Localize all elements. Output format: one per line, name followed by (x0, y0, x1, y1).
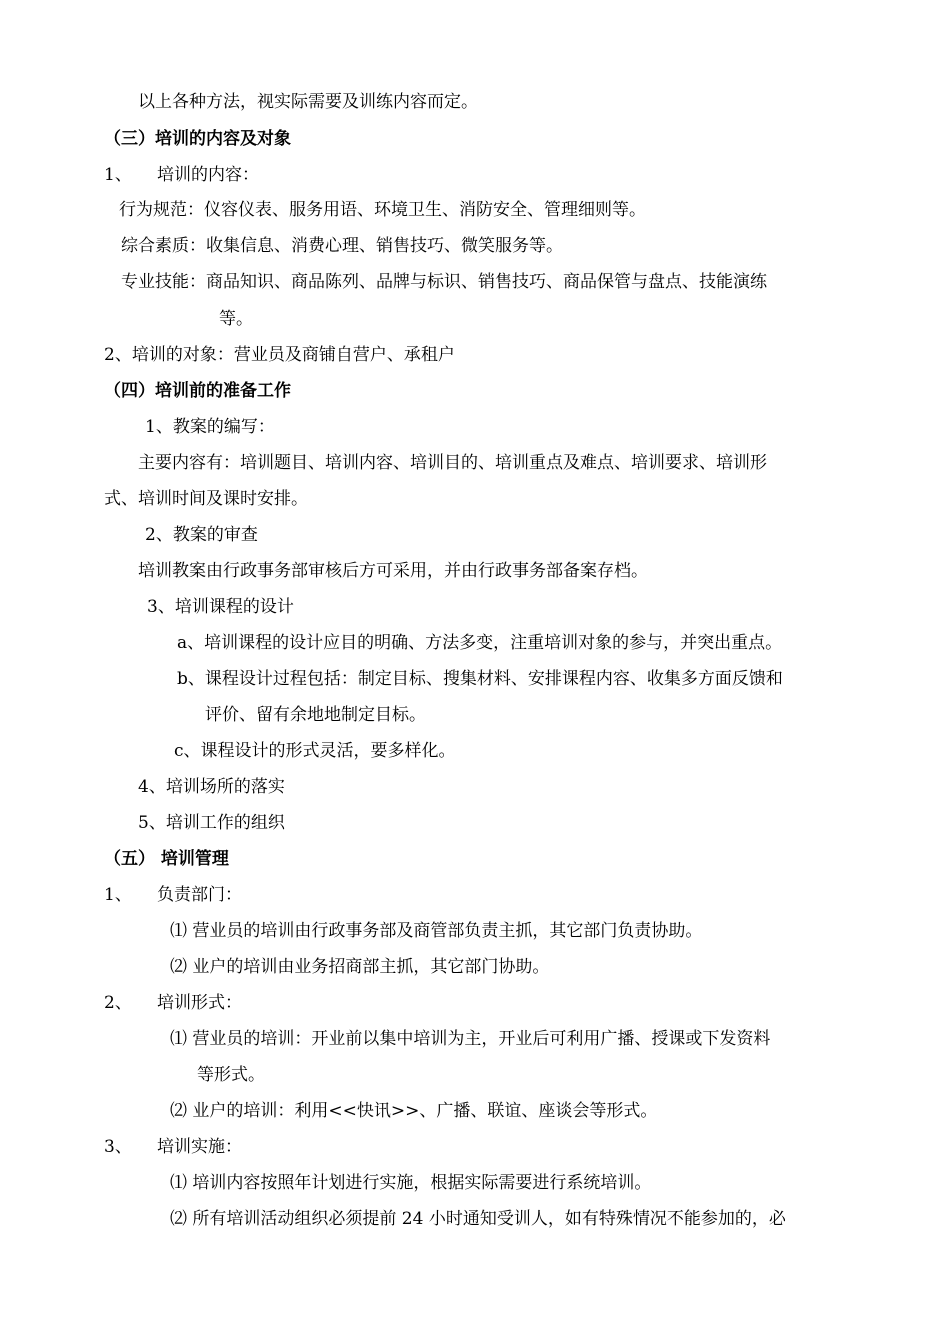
content-behavior-norms: 行为规范：仪容仪表、服务用语、环境卫生、消防安全、管理细则等。 (119, 200, 646, 220)
implementation-item-1: ⑴ 培训内容按照年计划进行实施，根据实际需要进行系统培训。 (170, 1173, 652, 1193)
prep-item-3-c: c、课程设计的形式灵活，要多样化。 (174, 741, 456, 761)
list-item-training-targets: 2、培训的对象：营业员及商铺自营户、承租户 (104, 345, 455, 365)
prep-item-1-text: 主要内容有：培训题目、培训内容、培训目的、培训重点及难点、培训要求、培训形 (138, 453, 767, 473)
list-item-training-implementation: 培训实施： (157, 1137, 242, 1157)
list-number-1: 1、 (104, 165, 132, 185)
content-overall-quality: 综合素质：收集信息、消费心理、销售技巧、微笑服务等。 (121, 236, 563, 256)
paragraph-methods-note: 以上各种方法，视实际需要及训练内容而定。 (138, 92, 478, 112)
training-form-item-1-cont: 等形式。 (197, 1065, 265, 1085)
section-heading-5: （五） 培训管理 (104, 849, 229, 869)
prep-item-5: 5、培训工作的组织 (138, 813, 285, 833)
prep-item-3-b-cont: 评价、留有余地地制定目标。 (205, 705, 426, 725)
list-item-training-form: 培训形式： (157, 993, 242, 1013)
responsible-dept-item-2: ⑵ 业户的培训由业务招商部主抓，其它部门协助。 (170, 957, 550, 977)
prep-item-2: 2、教案的审查 (145, 525, 258, 545)
training-form-item-2: ⑵ 业户的培训：利用<<快讯>>、广播、联谊、座谈会等形式。 (170, 1101, 658, 1121)
list-number-1: 1、 (104, 885, 132, 905)
prep-item-3: 3、培训课程的设计 (147, 597, 294, 617)
prep-item-3-b: b、课程设计过程包括：制定目标、搜集材料、安排课程内容、收集多方面反馈和 (177, 669, 783, 689)
implementation-item-2: ⑵ 所有培训活动组织必须提前 24 小时通知受训人，如有特殊情况不能参加的，必 (170, 1209, 786, 1229)
prep-item-4: 4、培训场所的落实 (138, 777, 285, 797)
training-form-item-1: ⑴ 营业员的培训：开业前以集中培训为主，开业后可利用广播、授课或下发资料 (170, 1029, 771, 1049)
list-number-2: 2、 (104, 993, 132, 1013)
prep-item-1-text-cont: 式、培训时间及课时安排。 (104, 489, 308, 509)
list-item-responsible-dept: 负责部门： (157, 885, 242, 905)
section-heading-3: （三）培训的内容及对象 (104, 129, 291, 149)
prep-item-3-a: a、培训课程的设计应目的明确、方法多变，注重培训对象的参与，并突出重点。 (177, 633, 783, 653)
prep-item-2-text: 培训教案由行政事务部审核后方可采用，并由行政事务部备案存档。 (138, 561, 648, 581)
responsible-dept-item-1: ⑴ 营业员的培训由行政事务部及商管部负责主抓，其它部门负责协助。 (170, 921, 703, 941)
section-heading-4: （四）培训前的准备工作 (104, 381, 291, 401)
prep-item-1: 1、教案的编写： (145, 417, 275, 437)
list-number-3: 3、 (104, 1137, 132, 1157)
content-professional-skills-cont: 等。 (219, 309, 253, 329)
content-professional-skills: 专业技能：商品知识、商品陈列、品牌与标识、销售技巧、商品保管与盘点、技能演练 (121, 272, 767, 292)
list-item-training-content: 培训的内容： (157, 165, 259, 185)
